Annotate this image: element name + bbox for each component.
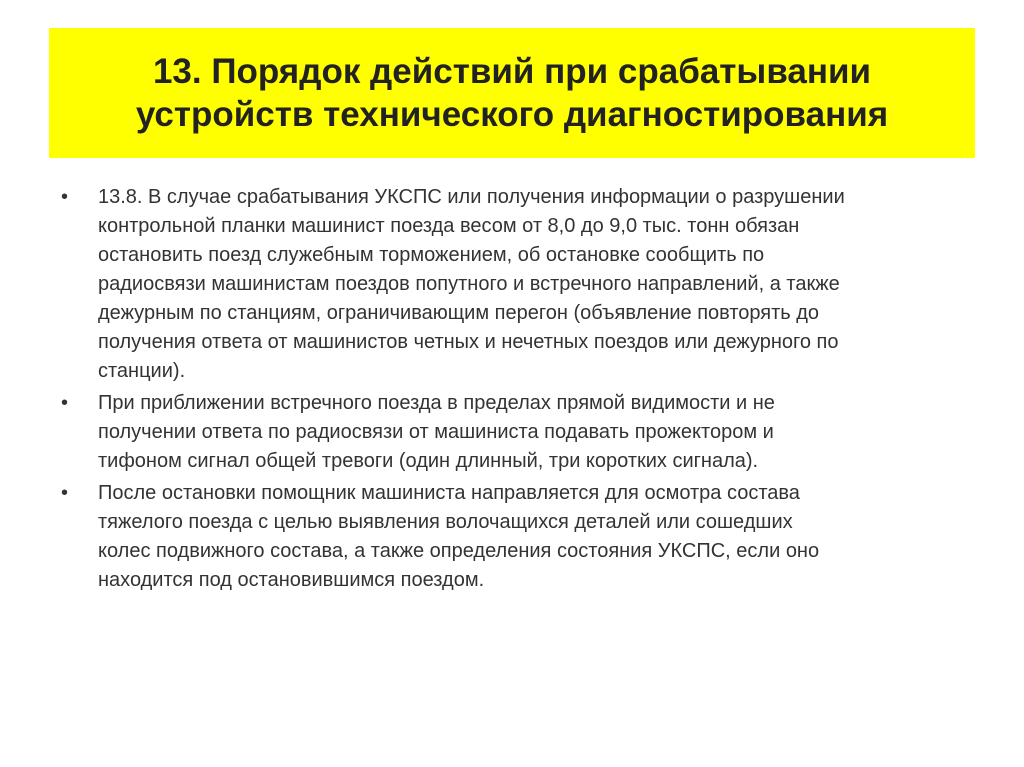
bullet-list: [60, 183, 960, 598]
bullet-line: После остановки помощник машиниста направляется для осмотра состава: [98, 482, 800, 504]
bullet-icon: •: [61, 482, 69, 504]
bullet-icon: •: [61, 186, 69, 208]
title-line-2: устройств технического диагностирования: [135, 95, 889, 134]
bullet-text: [98, 183, 958, 386]
bullet-icon: •: [61, 392, 69, 414]
bullet-line: дежурным по станциям, ограничивающим перегон (объявление повторять до: [98, 302, 820, 324]
bullet-line: находится под остановившимся поездом.: [98, 569, 485, 591]
bullet-line: контрольной планки машинист поезда весом от 8,0 до 9,0 тыс. тонн обязан: [98, 215, 800, 237]
bullet-item: [60, 389, 960, 476]
bullet-text: [98, 479, 958, 595]
bullet-text: [98, 389, 958, 476]
bullet-line: колес подвижного состава, а также определения состояния УКСПС, если оно: [98, 540, 820, 562]
bullet-item: [60, 479, 960, 595]
bullet-line: радиосвязи машинистам поездов попутного и встречного направлений, а также: [98, 273, 840, 295]
bullet-line: станции).: [98, 360, 186, 382]
bullet-line: получении ответа по радиосвязи от машиниста подавать прожектором и: [98, 421, 774, 443]
bullet-line: тяжелого поезда с целью выявления волочащихся деталей или сошедших: [98, 511, 793, 533]
bullet-line: получения ответа от машинистов четных и нечетных поездов или дежурного по: [98, 331, 839, 353]
bullet-item: [60, 183, 960, 386]
bullet-line: При приближении встречного поезда в пределах прямой видимости и не: [98, 392, 775, 414]
slide-title: [136, 50, 888, 136]
title-line-1: 13. Порядок действий при срабатывании: [152, 52, 872, 91]
bullet-line: тифоном сигнал общей тревоги (один длинный, три коротких сигнала).: [98, 450, 759, 472]
title-banner: [49, 28, 975, 158]
bullet-line: 13.8. В случае срабатывания УКСПС или получения информации о разрушении: [98, 186, 845, 208]
bullet-line: остановить поезд служебным торможением, об остановке сообщить по: [98, 244, 765, 266]
